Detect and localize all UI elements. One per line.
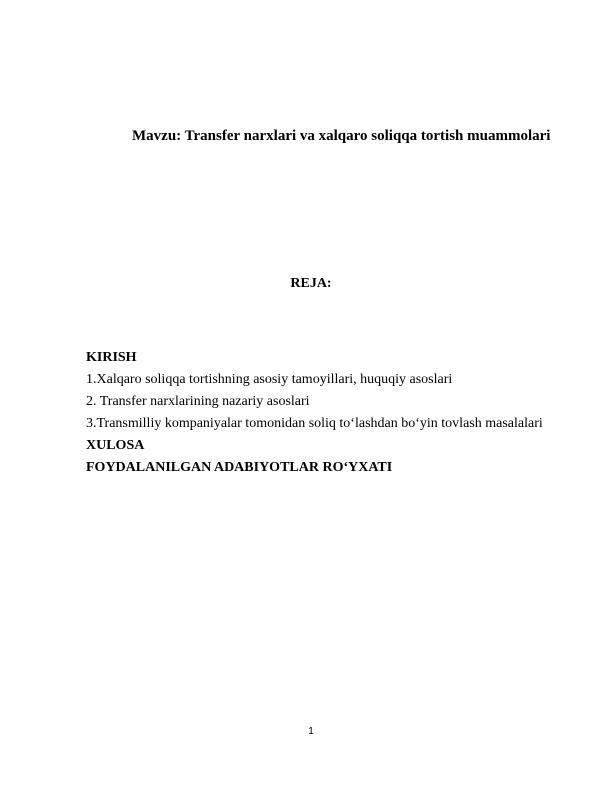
page-number: 1 xyxy=(308,726,314,737)
plan-item-introduction: KIRISH xyxy=(86,350,137,365)
plan-item-3: 3.Transmilliy kompaniyalar tomonidan soliq to‘lashdan bo‘yin tovlash masalalari xyxy=(86,416,543,431)
plan-item-references: FOYDALANILGAN ADABIYOTLAR RO‘YXATI xyxy=(86,460,393,475)
plan-list xyxy=(86,347,543,479)
plan-heading: REJA: xyxy=(290,276,332,291)
plan-item-2: 2. Transfer narxlarining nazariy asoslari xyxy=(86,394,310,409)
plan-item-1: 1.Xalqaro soliqqa tortishning asosiy tamoyillari, huquqiy asoslari xyxy=(86,372,453,387)
document-title: Mavzu: Transfer narxlari va xalqaro soliqqa tortish muammolari xyxy=(132,128,551,144)
plan-item-conclusion: XULOSA xyxy=(86,438,145,453)
